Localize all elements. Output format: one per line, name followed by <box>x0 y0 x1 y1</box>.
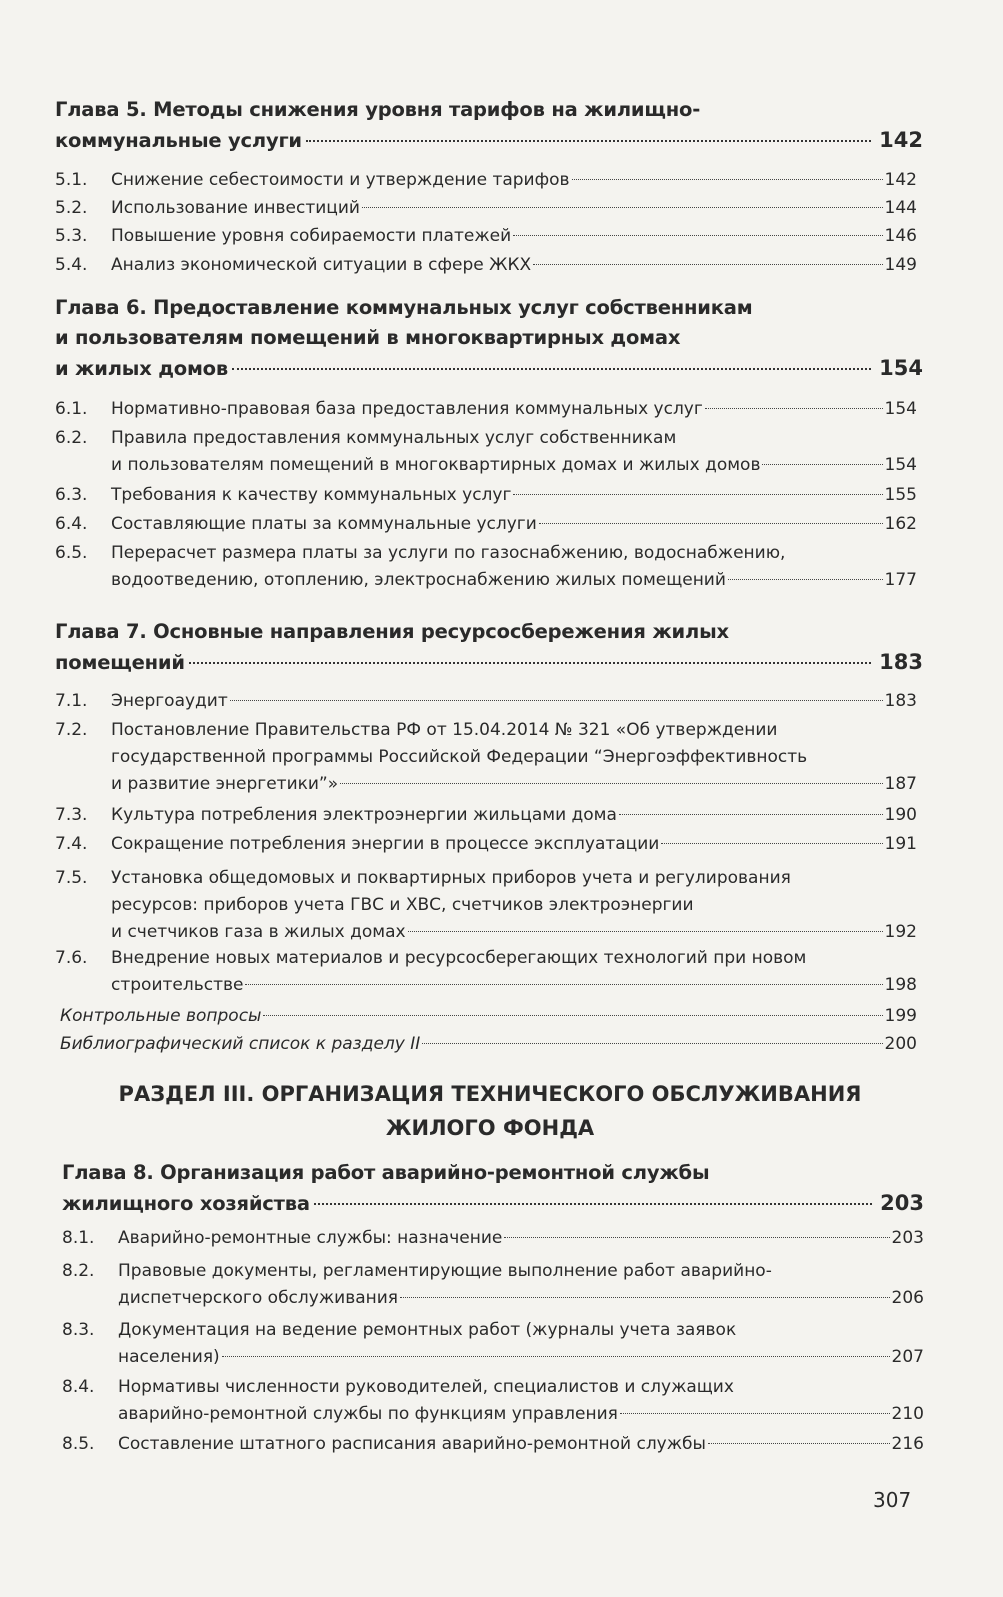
entry-page: 199 <box>884 1006 917 1026</box>
dot-leader <box>572 179 883 180</box>
entry-title: Правовые документы, регламентирующие выполнение работ аварийно- <box>118 1261 772 1281</box>
entry-number: 8.3. <box>62 1320 95 1340</box>
entry-number: 8.2. <box>62 1261 95 1281</box>
entry-page: 177 <box>884 570 917 590</box>
dot-leader <box>230 700 883 701</box>
chapter-title-line: и жилых домов <box>55 357 229 380</box>
entry-number: 6.5. <box>55 543 88 563</box>
entry-page: 206 <box>891 1288 924 1308</box>
chapter-page: 183 <box>879 650 923 674</box>
toc-entry <box>55 223 917 250</box>
entry-number: 6.1. <box>55 399 88 419</box>
dot-leader <box>708 1443 890 1444</box>
entry-page: 187 <box>884 774 917 794</box>
dot-leader <box>728 579 883 580</box>
entry-page: 154 <box>884 455 917 475</box>
chapter-title-line: и пользователям помещений в многоквартирных домах <box>55 326 681 349</box>
entry-number: 5.3. <box>55 226 88 246</box>
toc-entry <box>55 195 917 222</box>
chapter-page: 203 <box>880 1191 924 1215</box>
toc-entry-bibliography <box>60 1031 917 1058</box>
entry-title: Составляющие платы за коммунальные услуги <box>111 514 537 534</box>
entry-title: государственной программы Российской Федерации “Энергоэффективность <box>111 747 808 767</box>
entry-title: и пользователям помещений в многоквартирных домах и жилых домов <box>111 455 761 475</box>
entry-page: 155 <box>884 485 917 505</box>
toc-entry-review-questions <box>60 1003 917 1030</box>
entry-title: Нормативы численности руководителей, специалистов и служащих <box>118 1377 734 1397</box>
dot-leader <box>340 783 882 784</box>
entry-number: 7.6. <box>55 948 88 968</box>
entry-title: водоотведению, отоплению, электроснабжению жилых помещений <box>111 570 726 590</box>
chapter-title-line: Глава 6. Предоставление коммунальных услуг собственникам <box>55 296 753 319</box>
entry-number: 5.4. <box>55 255 88 275</box>
entry-number: 8.4. <box>62 1377 95 1397</box>
entry-page: 210 <box>891 1404 924 1424</box>
toc-entry <box>55 802 917 829</box>
toc-entry <box>55 511 917 538</box>
entry-title: диспетчерского обслуживания <box>118 1288 399 1308</box>
entry-number: 8.1. <box>62 1228 95 1248</box>
entry-number: 6.4. <box>55 514 88 534</box>
entry-title: Повышение уровня собираемости платежей <box>111 226 512 246</box>
entry-title: Контрольные вопросы <box>60 1006 262 1026</box>
entry-number: 6.3. <box>55 485 88 505</box>
entry-page: 192 <box>884 922 917 942</box>
dot-leader <box>362 207 883 208</box>
entry-number: 7.2. <box>55 720 88 740</box>
entry-number: 7.1. <box>55 691 88 711</box>
chapter-heading <box>55 95 923 155</box>
entry-title: Правила предоставления коммунальных услуг собственникам <box>111 428 677 448</box>
section-heading <box>60 1077 920 1145</box>
toc-entry <box>62 1374 924 1428</box>
entry-number: 7.3. <box>55 805 88 825</box>
entry-number: 8.5. <box>62 1434 95 1454</box>
dot-leader <box>222 1356 890 1357</box>
chapter-page: 154 <box>879 356 923 380</box>
dot-leader <box>762 464 882 465</box>
entry-title: и развитие энергетики”» <box>111 774 339 794</box>
entry-title: аварийно-ремонтной службы по функциям управления <box>118 1404 618 1424</box>
chapter-title-line: коммунальные услуги <box>55 129 302 152</box>
entry-page: 146 <box>884 226 917 246</box>
toc-entry <box>55 865 917 946</box>
entry-page: 162 <box>884 514 917 534</box>
entry-number: 6.2. <box>55 428 88 448</box>
entry-title: Внедрение новых материалов и ресурсосберегающих технологий при новом <box>111 948 807 968</box>
entry-title: и счетчиков газа в жилых домах <box>111 922 406 942</box>
entry-page: 191 <box>884 834 917 854</box>
page-number: 307 <box>873 1488 912 1512</box>
toc-entry <box>55 396 917 423</box>
entry-title: Нормативно-правовая база предоставления коммунальных услуг <box>111 399 703 419</box>
chapter-title-line: жилищного хозяйства <box>62 1192 310 1215</box>
toc-entry <box>62 1431 924 1458</box>
entry-title: Энергоаудит <box>111 691 228 711</box>
dot-leader <box>539 523 883 524</box>
dot-leader <box>408 931 883 932</box>
entry-number: 7.5. <box>55 868 88 888</box>
entry-title: Использование инвестиций <box>111 198 360 218</box>
entry-page: 207 <box>891 1347 924 1367</box>
entry-title: Культура потребления электроэнергии жильцами дома <box>111 805 617 825</box>
dot-leader <box>400 1297 890 1298</box>
entry-page: 183 <box>884 691 917 711</box>
chapter-title-line: Глава 8. Организация работ аварийно-ремонтной службы <box>62 1161 710 1184</box>
dot-leader <box>705 408 883 409</box>
dot-leader <box>232 368 871 370</box>
dot-leader <box>314 1203 872 1205</box>
toc-entry <box>62 1317 924 1371</box>
entry-title: Сокращение потребления энергии в процессе эксплуатации <box>111 834 660 854</box>
toc-entry <box>55 252 917 279</box>
section-title-line: ЖИЛОГО ФОНДА <box>385 1116 595 1140</box>
entry-title: Требования к качеству коммунальных услуг <box>111 485 512 505</box>
entry-page: 200 <box>884 1034 917 1054</box>
entry-page: 198 <box>884 975 917 995</box>
dot-leader <box>263 1015 882 1016</box>
toc-entry <box>55 167 917 194</box>
section-title-line: РАЗДЕЛ III. ОРГАНИЗАЦИЯ ТЕХНИЧЕСКОГО ОБСЛУЖИВАНИЯ <box>118 1082 862 1106</box>
entry-number: 5.2. <box>55 198 88 218</box>
toc-entry <box>55 831 917 858</box>
entry-title: Составление штатного расписания аварийно-ремонтной службы <box>118 1434 706 1454</box>
entry-title: Анализ экономической ситуации в сфере ЖКХ <box>111 255 532 275</box>
entry-title: Снижение себестоимости и утверждение тарифов <box>111 170 570 190</box>
entry-page: 203 <box>891 1228 924 1248</box>
entry-title: ресурсов: приборов учета ГВС и ХВС, счетчиков электроэнергии <box>111 895 694 915</box>
chapter-heading <box>55 293 923 383</box>
dot-leader <box>189 662 871 664</box>
entry-title: Постановление Правительства РФ от 15.04.2014 № 321 «Об утверждении <box>111 720 778 740</box>
dot-leader <box>620 1413 890 1414</box>
chapter-title-line: Глава 7. Основные направления ресурсосбережения жилых <box>55 620 729 643</box>
chapter-title-line: помещений <box>55 651 185 674</box>
toc-entry <box>55 945 917 999</box>
entry-title: Документация на ведение ремонтных работ (журналы учета заявок <box>118 1320 737 1340</box>
toc-entry <box>62 1258 924 1312</box>
toc-entry <box>55 717 917 798</box>
toc-entry <box>55 425 917 479</box>
dot-leader <box>513 494 882 495</box>
entry-page: 190 <box>884 805 917 825</box>
entry-title: Установка общедомовых и поквартирных приборов учета и регулирования <box>111 868 791 888</box>
dot-leader <box>513 235 882 236</box>
dot-leader <box>422 1043 882 1044</box>
entry-title: Библиографический список к разделу II <box>60 1034 421 1054</box>
entry-title: Аварийно-ремонтные службы: назначение <box>118 1228 503 1248</box>
chapter-heading <box>62 1158 924 1218</box>
chapter-heading <box>55 617 923 677</box>
chapter-page: 142 <box>879 128 923 152</box>
entry-title: населения) <box>118 1347 220 1367</box>
chapter-title-line: Глава 5. Методы снижения уровня тарифов на жилищно- <box>55 98 701 121</box>
entry-page: 154 <box>884 399 917 419</box>
dot-leader <box>619 814 883 815</box>
entry-page: 149 <box>884 255 917 275</box>
toc-entry <box>55 482 917 509</box>
dot-leader <box>533 264 882 265</box>
dot-leader <box>306 140 871 142</box>
entry-page: 144 <box>884 198 917 218</box>
entry-title: Перерасчет размера платы за услуги по газоснабжению, водоснабжению, <box>111 543 786 563</box>
toc-entry <box>55 540 917 594</box>
entry-title: строительстве <box>111 975 244 995</box>
dot-leader <box>245 984 882 985</box>
entry-page: 216 <box>891 1434 924 1454</box>
toc-entry <box>55 688 917 715</box>
entry-number: 7.4. <box>55 834 88 854</box>
dot-leader <box>504 1237 889 1238</box>
entry-page: 142 <box>884 170 917 190</box>
toc-entry <box>62 1225 924 1252</box>
entry-number: 5.1. <box>55 170 88 190</box>
dot-leader <box>661 843 882 844</box>
